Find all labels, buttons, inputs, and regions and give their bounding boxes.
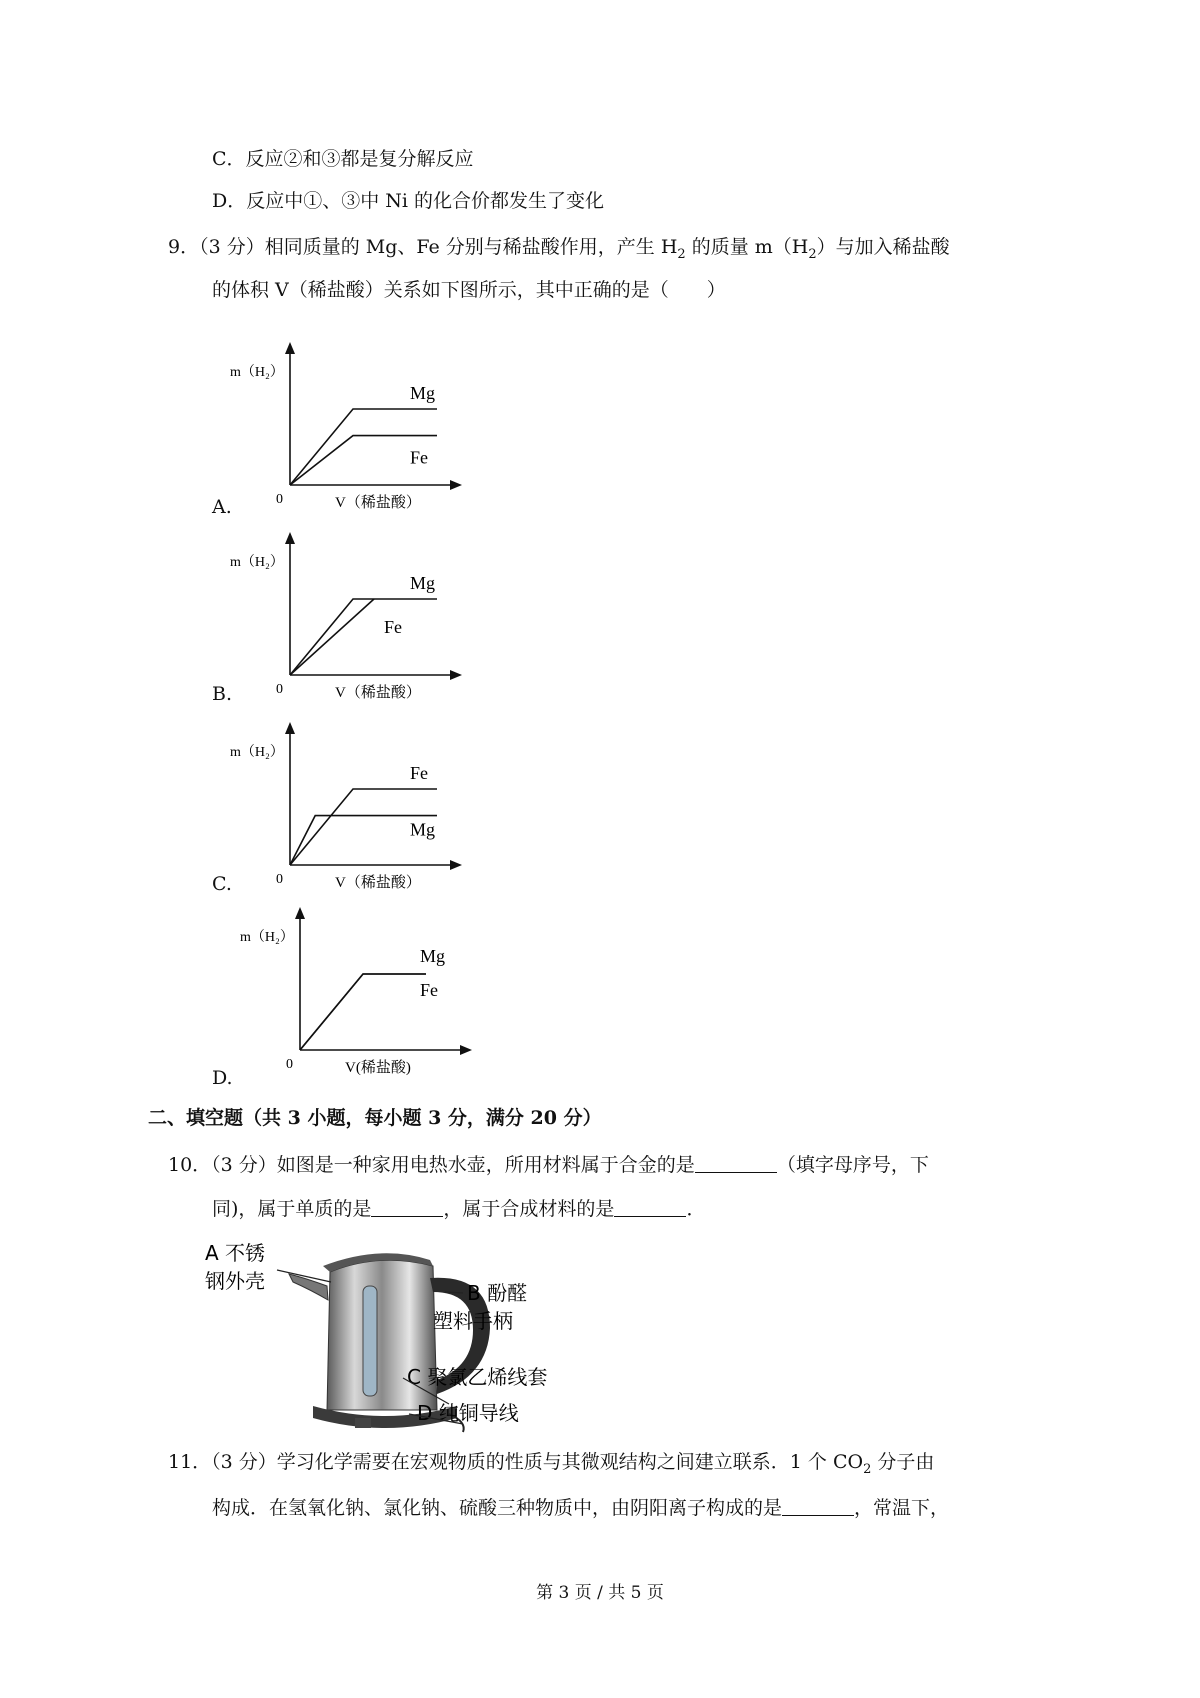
y-axis-label: m（H₂） <box>240 930 294 945</box>
kettle-label-b1: B 酚醛 <box>467 1281 528 1305</box>
y-axis-label: m（H₂） <box>230 745 284 760</box>
q9-line2: 的体积 V（稀盐酸）关系如下图所示，其中正确的是（ ） <box>212 279 726 301</box>
kettle-label-a2: 钢外壳 <box>205 1269 265 1293</box>
chart-option-b <box>230 530 490 710</box>
x-axis-label: V（稀盐酸） <box>335 495 421 511</box>
section-heading: 二、填空题（共 3 小题，每小题 3 分，满分 20 分） <box>148 1107 602 1129</box>
x-axis-label: V（稀盐酸） <box>335 685 421 701</box>
q10-line1: 10．（3 分）如图是一种家用电热水壶，所用材料属于合金的是 （填字母序号，下 <box>168 1154 929 1176</box>
kettle-label-b2: 塑料手柄 <box>433 1309 513 1333</box>
series-label-mg: Mg <box>410 573 436 593</box>
q9-line1: 9．（3 分）相同质量的 Mg、Fe 分别与稀盐酸作用，产生 $H_2$ 的质量 $m(H_2)$与加入稀盐酸 <box>168 236 950 262</box>
x-axis-arrow <box>450 480 462 490</box>
q11-blank-1[interactable] <box>782 1497 854 1516</box>
series-line-mg <box>300 974 426 1050</box>
option-a-label: A. <box>212 496 232 518</box>
kettle-label-c: C 聚氯乙烯线套 <box>407 1365 548 1389</box>
q10-blank-1[interactable] <box>695 1154 777 1173</box>
chart-option-c <box>230 720 490 900</box>
origin-label: 0 <box>286 1057 293 1072</box>
option-c-prev: C．反应②和③都是复分解反应 <box>212 148 474 170</box>
y-axis-label: m（H₂） <box>230 555 284 570</box>
y-axis-label: m（H₂） <box>230 365 284 380</box>
kettle-label-a1: A 不锈 <box>205 1241 266 1265</box>
y-axis-arrow <box>285 722 295 734</box>
origin-label: 0 <box>276 682 283 697</box>
series-label-fe: Fe <box>410 763 428 783</box>
series-line-fe <box>300 974 426 1050</box>
series-line-fe <box>290 599 374 675</box>
kettle-figure <box>205 1238 605 1436</box>
series-label-mg: Mg <box>420 946 446 966</box>
y-axis-arrow <box>295 907 305 919</box>
series-label-mg: Mg <box>410 819 436 840</box>
q11-line2: 构成．在氢氧化钠、氯化钠、硫酸三种物质中，由阴阳离子构成的是 ，常温下， <box>212 1497 950 1519</box>
series-line-mg <box>290 599 437 675</box>
series-label-fe: Fe <box>410 447 428 468</box>
kettle-label-d: D 纯铜导线 <box>417 1401 519 1425</box>
q10-blank-2[interactable] <box>371 1198 443 1217</box>
series-label-mg: Mg <box>410 383 436 403</box>
chart-option-a <box>230 340 490 525</box>
x-axis-label: V(稀盐酸) <box>345 1060 411 1076</box>
x-axis-arrow <box>460 1045 472 1055</box>
y-axis-arrow <box>285 342 295 354</box>
series-label-fe: Fe <box>420 980 438 1000</box>
x-axis-arrow <box>450 860 462 870</box>
origin-label: 0 <box>276 872 283 887</box>
option-d-prev: D．反应中①、③中 Ni 的化合价都发生了变化 <box>212 190 605 212</box>
option-d-label: D. <box>212 1067 233 1089</box>
x-axis-arrow <box>450 670 462 680</box>
option-b-label: B. <box>212 683 233 705</box>
q11-line1: 11．（3 分）学习化学需要在宏观物质的性质与其微观结构之间建立联系．1 个 $CO_2$ 分子由 <box>168 1451 935 1477</box>
x-axis-label: V（稀盐酸） <box>335 875 421 891</box>
series-label-fe: Fe <box>384 617 402 638</box>
q10-blank-3[interactable] <box>614 1198 686 1217</box>
origin-label: 0 <box>276 492 283 507</box>
y-axis-arrow <box>285 532 295 544</box>
page-footer: 第 3 页 / 共 5 页 <box>536 1583 664 1603</box>
option-c-label: C. <box>212 873 232 895</box>
q10-line2: 同)，属于单质的是 ，属于合成材料的是 ． <box>212 1198 706 1220</box>
chart-option-d <box>240 905 500 1090</box>
